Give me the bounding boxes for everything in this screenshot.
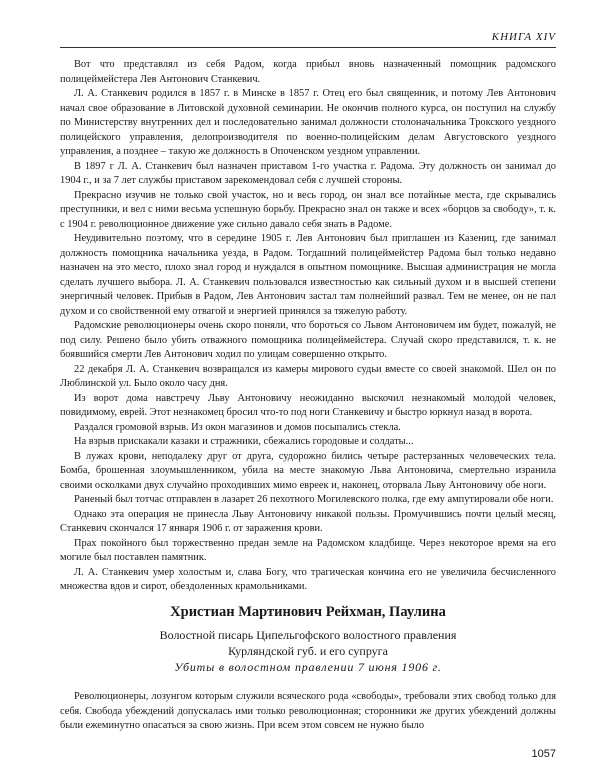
paragraph: Л. А. Станкевич родился в 1857 г. в Минске в 1857 г. Отец его был священник, и потому Лев Антонович начал свое образование в Литовской духовной семинарии. Не окончив полного курса, он поступил на службу по Министерству внутренних дел и последовательно занимал должности столоначальника Трокского уездного полицейского управления, делопроизводителя по военно-полицейским делам Августовского уездного управления, а позднее – такую же должность в Опоченском уездном управлении.: [60, 88, 556, 157]
paragraph: Прах покойного был торжественно предан земле на Радомском кладбище. Через некоторое время на его могиле был поставлен памятник.: [60, 537, 556, 563]
paragraph: Неудивительно поэтому, что в середине 1905 г. Лев Антонович был приглашен из Казениц, где занимал должность помощника начальника уезда, в Радом. Тогдашний полицеймейстер Радома был только недавно назначен на это место, плохо знал город и нуждался в опытном помощнике. Высшая администрация не могла сделать лучшего выбора. Л. А. Станкевич пользовался известностью как сильный духом и в высшей степени энергичный человек. Прибыв в Радом, Лев Антонович застал там полнейший развал. Тем не менее, он не пал духом и со свойственной ему отвагой и энергией принялся за тяжелую работу.: [60, 233, 556, 317]
paragraph: Раздался громовой взрыв. Из окон магазинов и домов посыпались стекла.: [74, 421, 401, 433]
paragraph: 22 декабря Л. А. Станкевич возвращался из камеры мирового судьи вместе со своей знакомой. Шел он по Люблинской ул. Было около часу дня.: [60, 363, 556, 389]
section-subtitle: Курляндской губ. и его супруга: [228, 644, 388, 658]
paragraph: На взрыв прискакали казаки и стражники, сбежались городовые и солдаты...: [74, 436, 414, 447]
section-heading: [60, 603, 556, 676]
paragraph: Раненый был тотчас отправлен в лазарет 26 пехотного Могилевского полка, где ему ампутировали обе ноги.: [74, 494, 554, 505]
paragraph: В лужах крови, неподалеку друг от друга, судорожно бились четыре растерзанных человеческих тела. Бомба, брошенная злоумышленником, убила на месте знакомую Льва Антоновича, смертельно изранила своими осколками двух случайно проходивших мимо евреек и, наконец, оторвала Льву Антоновичу обе ноги.: [60, 450, 556, 491]
section-text: [60, 690, 556, 734]
paragraph: В 1897 г Л. А. Станкевич был назначен приставом 1-го участка г. Радома. Эту должность он занимал до 1904 г., и за 7 лет службы приставом зарекомендовал себя с лучшей стороны.: [60, 160, 556, 186]
paragraph: Радомские революционеры очень скоро поняли, что бороться со Львом Антоновичем им будет, пожалуй, не под силу. Решено было убить отважного помощника полицеймейстера. Случай скоро представился, т. к. не боявшийся смерти Лев Антонович ходил по улицам совершенно открыто.: [60, 320, 556, 360]
main-text: [60, 58, 556, 595]
running-title: КНИГА XIV: [491, 31, 556, 43]
paragraph: Прекрасно изучив не только свой участок, но и весь город, он знал все потайные места, где скрывались преступники, и вел с ними весьма успешную борьбу. Прекрасно знал он также и всех «борцов за свободу», т. к. с 1904 г. революционное движение уже сильно давало себя знать в Радоме.: [60, 189, 556, 230]
paragraph: Однако эта операция не принесла Льву Антоновичу никакой пользы. Промучившись почти целый месяц, Станкевич скончался 17 января 1906 г. от заражения крови.: [60, 508, 556, 534]
section-date-line: Убиты в волостном правлении 7 июня 1906 г.: [174, 660, 442, 674]
paragraph: Л. А. Станкевич умер холостым и, слава Богу, что трагическая кончина его не увеличила бесчисленного множества вдов и сирот, обездоленных крамольниками.: [60, 566, 556, 592]
section-name: Христиан Мартинович Рейхман, Паулина: [170, 604, 446, 620]
paragraph: Вот что представлял из себя Радом, когда прибыл вновь назначенный помощник радомского полицеймейстера Лев Антонович Станкевич.: [60, 59, 556, 85]
paragraph: Из ворот дома навстречу Льву Антоновичу неожиданно выскочил незнакомый молодой человек, повидимому, еврей. Этот незнакомец бросил что-то под ноги Станкевичу и быстро юркнул назад в ворота.: [60, 392, 556, 418]
section-subtitle: Волостной писарь Ципельгофского волостного правления: [159, 628, 457, 642]
header-rule: [60, 47, 556, 48]
paragraph: Революционеры, лозунгом которым служили всяческого рода «свободы», требовали этих свобод только для себя. Свобода убеждений допускалась ими только революционная; сторонники же других убеждений должны были ежеминутно опасаться за свою жизнь. При всем этом совсем не нужно было: [60, 691, 556, 731]
page-number: 1057: [531, 748, 556, 760]
